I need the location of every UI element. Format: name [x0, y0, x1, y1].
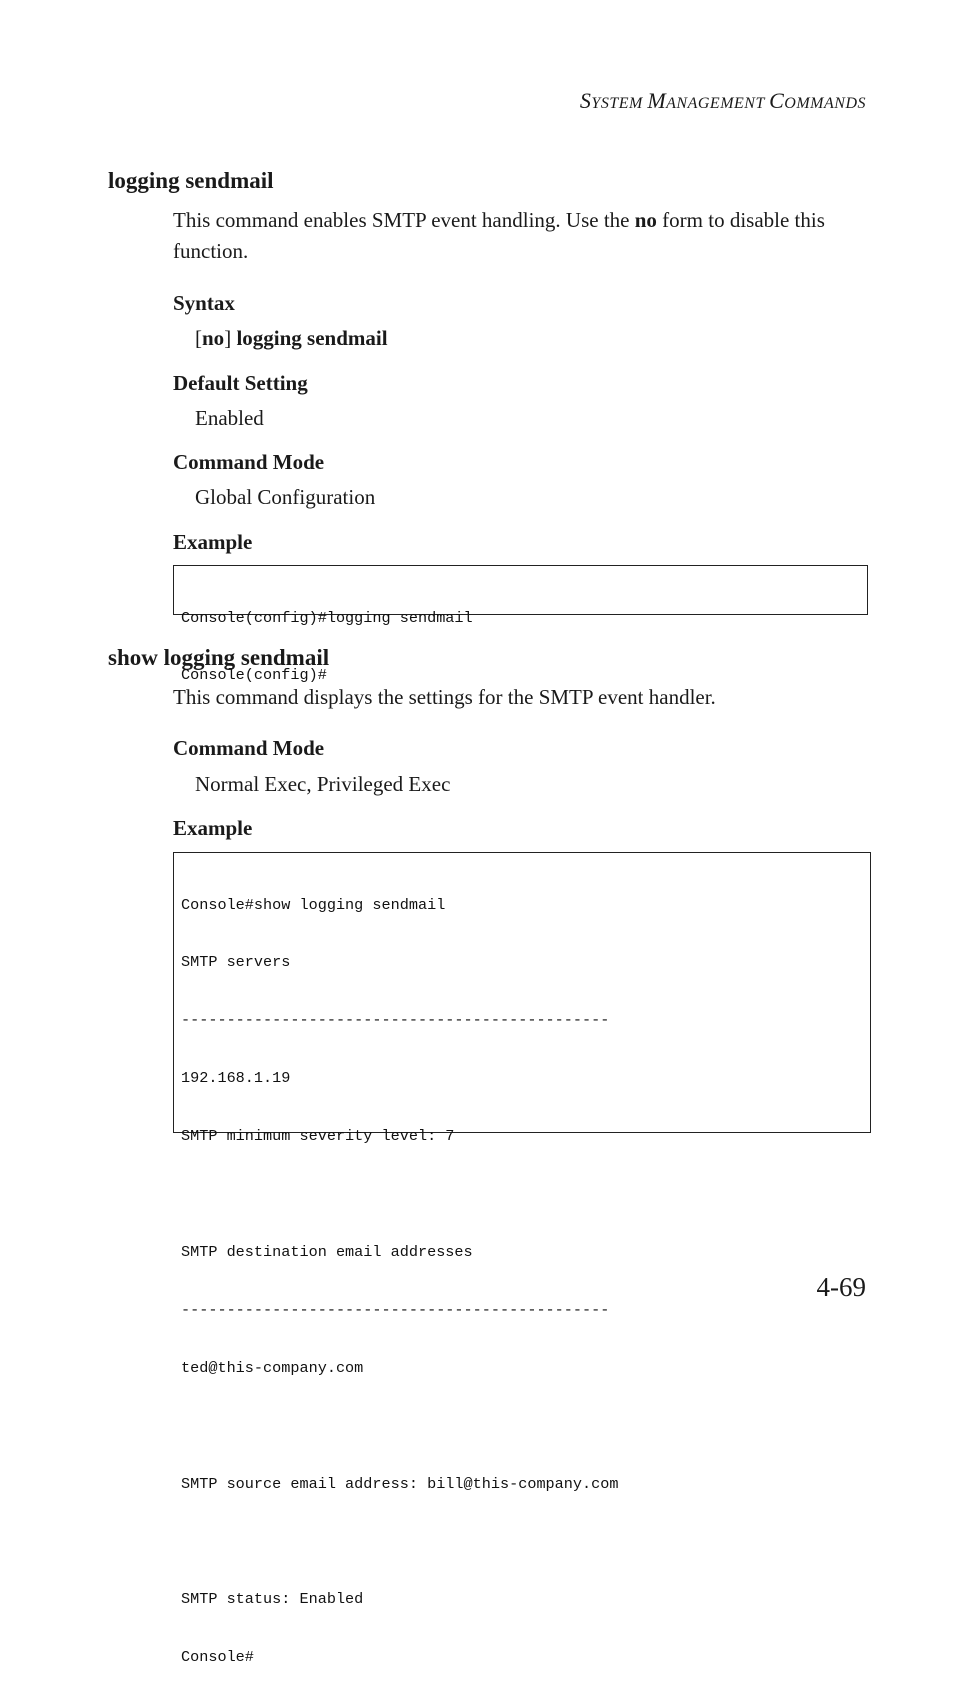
syntax-heading: Syntax [173, 291, 235, 315]
example-heading-1: Example [173, 530, 253, 554]
section1-desc-keyword: no [634, 208, 657, 232]
code-line: Console#show logging sendmail [181, 895, 446, 914]
code-line: Console(config)#logging sendmail [181, 608, 473, 627]
default-setting-value: Enabled [195, 406, 264, 430]
header-initial-s: S [579, 88, 592, 113]
code-line: ----------------------------------------------- [181, 1011, 610, 1030]
code-line: Console# [181, 1648, 254, 1667]
page-number: 4-69 [816, 1272, 866, 1302]
code-line [181, 1185, 863, 1204]
code-line: ted@this-company.com [181, 1358, 364, 1377]
code-line: Console(config)# [181, 666, 327, 685]
code-line: SMTP servers [181, 953, 291, 972]
section-title-show-logging-sendmail: show logging sendmail [108, 645, 330, 670]
code-line: 192.168.1.19 [181, 1069, 291, 1088]
code-line: SMTP destination email addresses [181, 1242, 473, 1261]
example-heading-2: Example [173, 816, 253, 840]
section1-description [173, 205, 873, 267]
code-line: SMTP minimum severity level: 7 [181, 1127, 455, 1146]
header-word-management: ANAGEMENT [666, 95, 770, 112]
code-line: SMTP status: Enabled [181, 1590, 364, 1609]
code-line: SMTP source email address: bill@this-company.com [181, 1474, 619, 1493]
header-initial-c: C [769, 88, 785, 113]
section1-desc-before: This command enables SMTP event handling. Use the [173, 208, 635, 232]
syntax-open-bracket: [ [195, 326, 202, 350]
header-word-system: YSTEM [591, 95, 648, 112]
syntax-close-bracket: ] [224, 326, 237, 350]
header-word-commands: OMMANDS [784, 95, 866, 112]
header-initial-m: M [647, 88, 667, 113]
syntax-value [195, 326, 388, 351]
code-line: ----------------------------------------------- [181, 1300, 610, 1319]
running-header [580, 88, 866, 114]
section-title-logging-sendmail: logging sendmail [108, 168, 274, 193]
command-mode-heading-1: Command Mode [173, 450, 325, 474]
syntax-command: logging sendmail [236, 326, 388, 350]
command-mode-heading-2: Command Mode [173, 736, 325, 760]
syntax-no-keyword: no [202, 326, 225, 350]
code-line [181, 1532, 863, 1551]
command-mode-value-2: Normal Exec, Privileged Exec [195, 772, 451, 796]
section1-desc-after: form to disable this function. [173, 208, 825, 263]
code-line [181, 1417, 863, 1436]
section2-description: This command displays the settings for the SMTP event handler. [173, 685, 716, 709]
command-mode-value-1: Global Configuration [195, 485, 376, 509]
default-setting-heading: Default Setting [173, 371, 308, 395]
